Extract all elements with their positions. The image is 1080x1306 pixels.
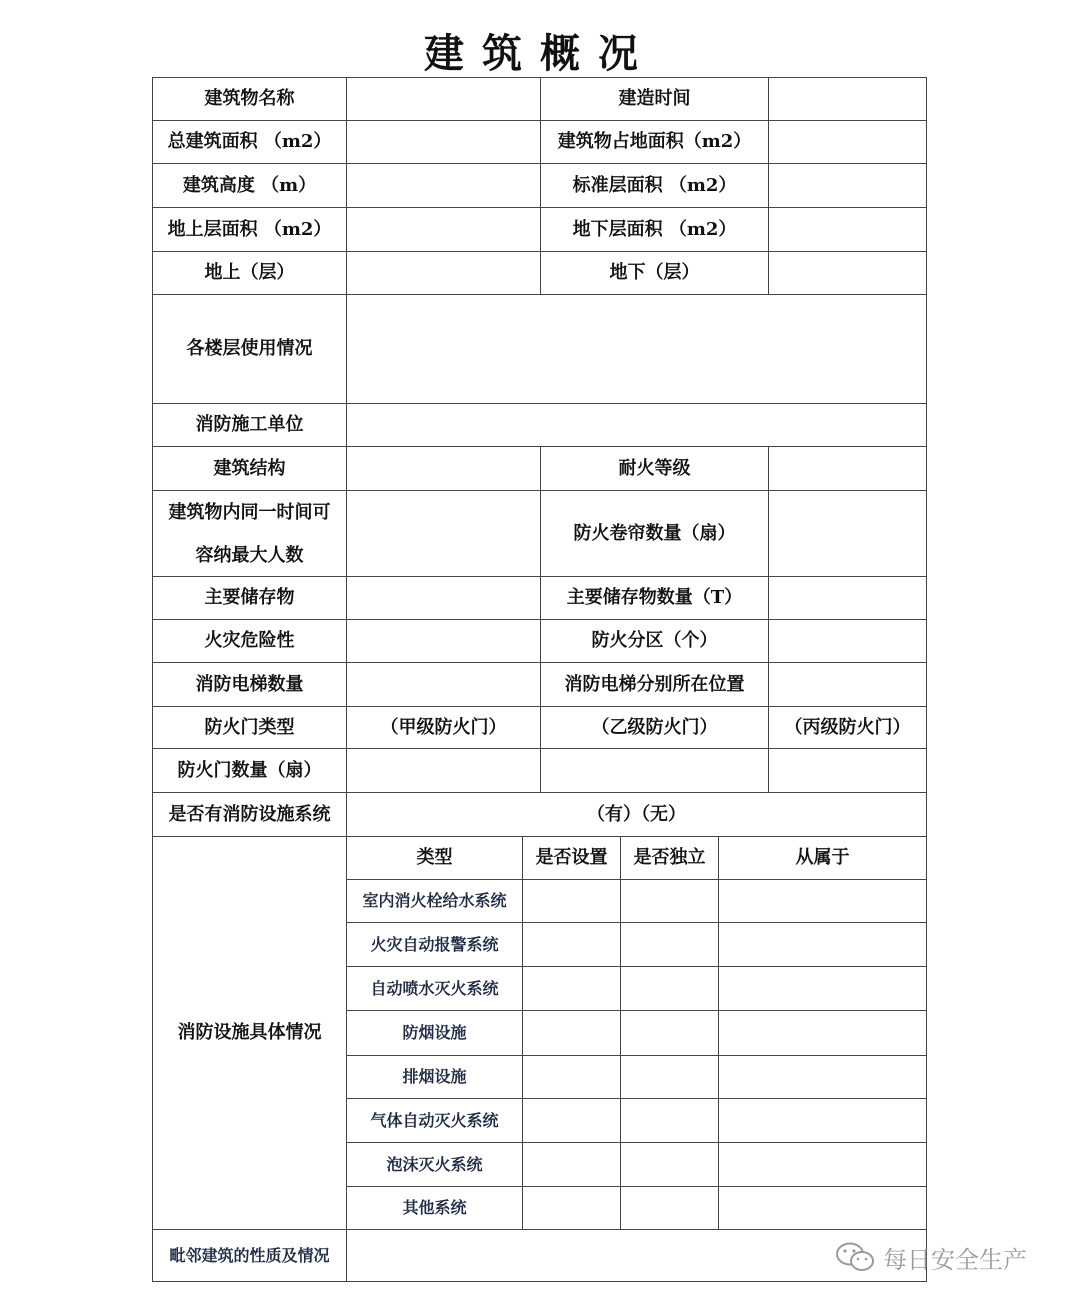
facilities-header-independent: 是否独立: [620, 836, 719, 880]
field-building-name[interactable]: [346, 77, 541, 121]
door-class-c: （丙级防火门）: [768, 706, 927, 749]
facility-independent-cell[interactable]: [620, 1098, 719, 1143]
field-fire-zones[interactable]: [768, 619, 927, 663]
label-footprint-area: 建筑物占地面积（m2）: [540, 120, 769, 164]
label-elevator-count: 消防电梯数量: [152, 662, 347, 707]
label-door-type: 防火门类型: [152, 706, 347, 749]
facilities-header-type: 类型: [346, 836, 523, 880]
field-structure[interactable]: [346, 446, 541, 491]
label-fire-zones: 防火分区（个）: [540, 619, 769, 663]
door-class-a: （甲级防火门）: [346, 706, 541, 749]
field-door-count-b[interactable]: [540, 748, 769, 793]
facility-set-cell[interactable]: [522, 966, 621, 1011]
facility-type: 气体自动灭火系统: [346, 1098, 523, 1143]
facility-set-cell[interactable]: [522, 1186, 621, 1230]
label-structure: 建筑结构: [152, 446, 347, 491]
field-fire-hazard[interactable]: [346, 619, 541, 663]
facility-independent-cell[interactable]: [620, 1186, 719, 1230]
label-std-floor-area: 标准层面积 （m2）: [540, 163, 769, 208]
field-std-floor-area[interactable]: [768, 163, 927, 208]
facility-type: 泡沫灭火系统: [346, 1142, 523, 1187]
door-class-b: （乙级防火门）: [540, 706, 769, 749]
facility-type: 排烟设施: [346, 1055, 523, 1099]
facility-set-cell[interactable]: [522, 1010, 621, 1056]
field-floor-usage[interactable]: [346, 294, 927, 404]
facility-belongs-cell[interactable]: [718, 1142, 927, 1187]
field-above-floors[interactable]: [346, 251, 541, 295]
label-above-floors: 地上（层）: [152, 251, 347, 295]
field-footprint-area[interactable]: [768, 120, 927, 164]
facility-belongs-cell[interactable]: [718, 1186, 927, 1230]
facilities-header-belongs-to: 从属于: [718, 836, 927, 880]
field-fire-rating[interactable]: [768, 446, 927, 491]
field-door-count-c[interactable]: [768, 748, 927, 793]
field-total-area[interactable]: [346, 120, 541, 164]
label-main-storage: 主要储存物: [152, 576, 347, 620]
field-rolling-doors[interactable]: [768, 490, 927, 577]
label-max-people: [152, 490, 347, 577]
field-elevator-count[interactable]: [346, 662, 541, 707]
label-rolling-doors: 防火卷帘数量（扇）: [540, 490, 769, 577]
field-elevator-location[interactable]: [768, 662, 927, 707]
field-height[interactable]: [346, 163, 541, 208]
facility-set-cell[interactable]: [522, 879, 621, 923]
label-adjacent: 毗邻建筑的性质及情况: [152, 1229, 347, 1282]
has-system-options[interactable]: （有）（无）: [346, 792, 927, 837]
facility-belongs-cell[interactable]: [718, 1055, 927, 1099]
watermark-text: 每日安全生产: [883, 1245, 1027, 1274]
facility-belongs-cell[interactable]: [718, 1098, 927, 1143]
facility-independent-cell[interactable]: [620, 966, 719, 1011]
field-max-people[interactable]: [346, 490, 541, 577]
field-built-time[interactable]: [768, 77, 927, 121]
label-below-area: 地下层面积 （m2）: [540, 207, 769, 252]
field-main-storage-qty[interactable]: [768, 576, 927, 620]
wechat-icon: [835, 1241, 877, 1273]
facility-belongs-cell[interactable]: [718, 922, 927, 967]
label-main-storage-qty: 主要储存物数量（T）: [540, 576, 769, 620]
facility-independent-cell[interactable]: [620, 1142, 719, 1187]
field-main-storage[interactable]: [346, 576, 541, 620]
facility-set-cell[interactable]: [522, 1055, 621, 1099]
facility-belongs-cell[interactable]: [718, 966, 927, 1011]
label-elevator-location: 消防电梯分别所在位置: [540, 662, 769, 707]
field-above-area[interactable]: [346, 207, 541, 252]
field-below-area[interactable]: [768, 207, 927, 252]
document-title: 建筑概况: [424, 30, 656, 77]
label-total-area: 总建筑面积 （m2）: [152, 120, 347, 164]
facility-type: 其他系统: [346, 1186, 523, 1230]
label-door-count: 防火门数量（扇）: [152, 748, 347, 793]
facility-type: 火灾自动报警系统: [346, 922, 523, 967]
facilities-header-set: 是否设置: [522, 836, 621, 880]
label-facilities: 消防设施具体情况: [152, 836, 347, 1230]
facility-independent-cell[interactable]: [620, 1055, 719, 1099]
label-above-area: 地上层面积 （m2）: [152, 207, 347, 252]
field-door-count-a[interactable]: [346, 748, 541, 793]
facility-independent-cell[interactable]: [620, 922, 719, 967]
facility-independent-cell[interactable]: [620, 879, 719, 923]
facility-type: 防烟设施: [346, 1010, 523, 1056]
facility-belongs-cell[interactable]: [718, 879, 927, 923]
watermark: [835, 1237, 1027, 1277]
facility-set-cell[interactable]: [522, 922, 621, 967]
label-floor-usage: 各楼层使用情况: [152, 294, 347, 404]
label-max-people-line1: 建筑物内同一时间可: [168, 501, 331, 523]
label-fire-rating: 耐火等级: [540, 446, 769, 491]
facility-type: 自动喷水灭火系统: [346, 966, 523, 1011]
facility-belongs-cell[interactable]: [718, 1010, 927, 1056]
label-has-system: 是否有消防设施系统: [152, 792, 347, 837]
label-built-time: 建造时间: [540, 77, 769, 121]
label-fire-hazard: 火灾危险性: [152, 619, 347, 663]
field-below-floors[interactable]: [768, 251, 927, 295]
label-fire-contractor: 消防施工单位: [152, 403, 347, 447]
facility-type: 室内消火栓给水系统: [346, 879, 523, 923]
label-height: 建筑高度 （m）: [152, 163, 347, 208]
field-fire-contractor[interactable]: [346, 403, 927, 447]
label-building-name: 建筑物名称: [152, 77, 347, 121]
facility-set-cell[interactable]: [522, 1142, 621, 1187]
label-below-floors: 地下（层）: [540, 251, 769, 295]
label-max-people-line2: 容纳最大人数: [195, 544, 304, 566]
facility-set-cell[interactable]: [522, 1098, 621, 1143]
facility-independent-cell[interactable]: [620, 1010, 719, 1056]
